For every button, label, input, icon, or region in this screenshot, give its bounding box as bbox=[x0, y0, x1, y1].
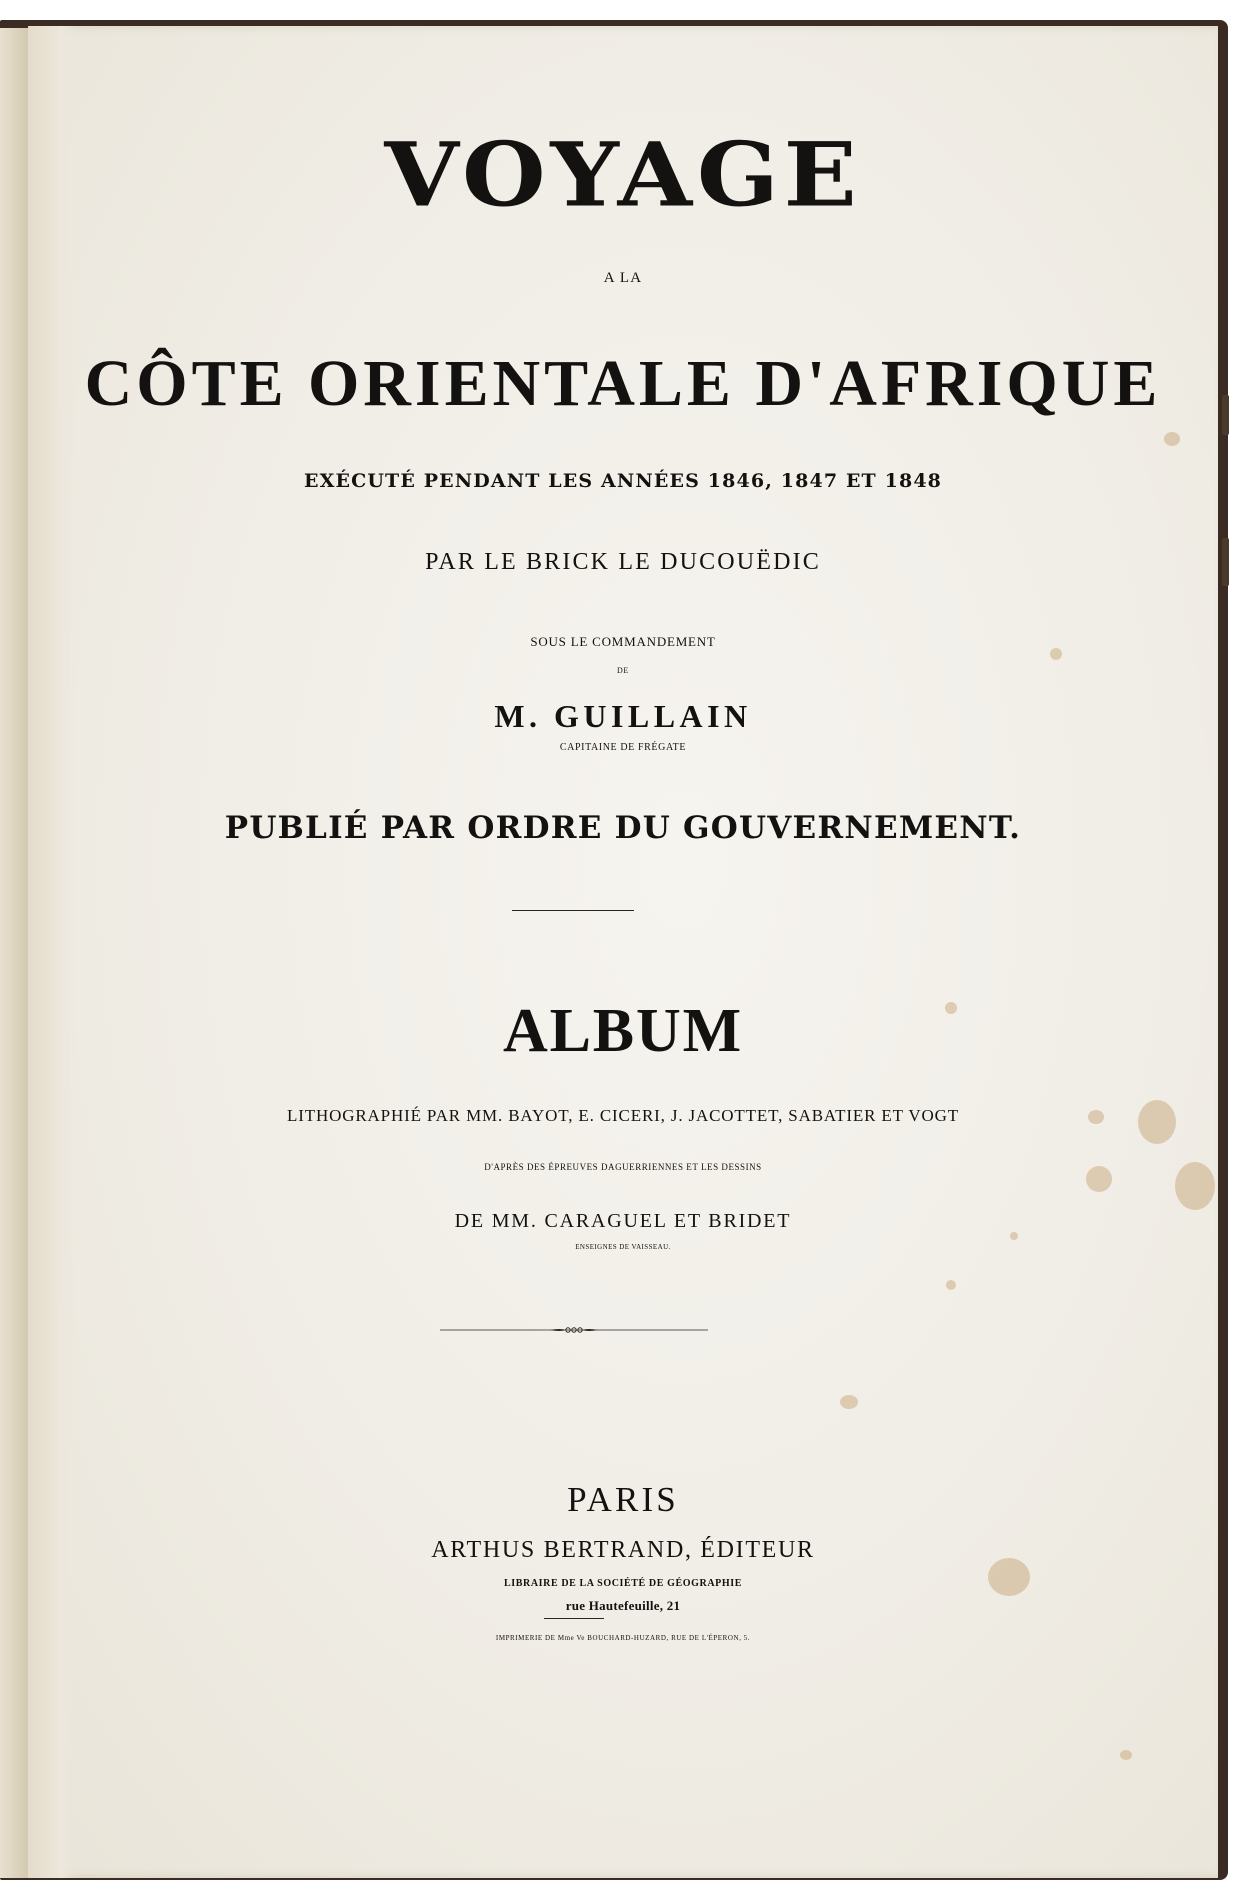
ornamental-rule bbox=[440, 1325, 708, 1335]
imprint-city: PARIS bbox=[567, 1480, 679, 1519]
source-line: D'APRÈS DES ÉPREUVES DAGUERRIENNES ET LES DESSINS bbox=[484, 1162, 762, 1172]
command-line: SOUS LE COMMANDEMENT bbox=[530, 634, 716, 649]
imprint-publisher: ARTHUS BERTRAND, ÉDITEUR bbox=[431, 1537, 815, 1563]
artists-rank: ENSEIGNES DE VAISSEAU. bbox=[575, 1243, 671, 1251]
artists-line: DE MM. CARAGUEL ET BRIDET bbox=[454, 1210, 792, 1232]
binding-clasp-bottom bbox=[1222, 538, 1229, 586]
binding-clasp-top bbox=[1222, 395, 1229, 435]
printer-line: IMPRIMERIE DE Mme Ve BOUCHARD-HUZARD, RUE DE L'ÉPERON, 5. bbox=[495, 1634, 751, 1642]
imprint-rule bbox=[544, 1618, 604, 1619]
foxing-spot bbox=[1164, 432, 1180, 446]
foxing-spot bbox=[840, 1395, 858, 1409]
album-heading: ALBUM bbox=[502, 997, 744, 1065]
divider-rule bbox=[512, 910, 634, 911]
dates-line: EXÉCUTÉ PENDANT LES ANNÉES 1846, 1847 ET 1848 bbox=[303, 470, 943, 492]
imprint-address: rue Hautefeuille, 21 bbox=[565, 1598, 681, 1613]
commander-name: M. GUILLAIN bbox=[494, 698, 752, 734]
command-de: DE bbox=[617, 666, 629, 675]
imprint-publisher-role: LIBRAIRE DE LA SOCIÉTÉ DE GÉOGRAPHIE bbox=[503, 1578, 743, 1589]
lithographers-line: LITHOGRAPHIÉ PAR MM. BAYOT, E. CICERI, J. JACOTTET, SABATIER ET VOGT bbox=[286, 1106, 960, 1125]
foxing-spot bbox=[946, 1280, 956, 1290]
ship-line: PAR LE BRICK LE DUCOUËDIC bbox=[425, 549, 821, 575]
foxing-spot bbox=[1010, 1232, 1018, 1240]
title-connector: A LA bbox=[603, 270, 643, 286]
published-line: PUBLIÉ PAR ORDRE DU GOUVERNEMENT. bbox=[224, 810, 1022, 846]
foxing-spot bbox=[1120, 1750, 1132, 1760]
title-voyage: VOYAGE bbox=[384, 122, 862, 227]
commander-rank: CAPITAINE DE FRÉGATE bbox=[559, 742, 687, 753]
title-subtitle: CÔTE ORIENTALE D'AFRIQUE bbox=[84, 347, 1162, 420]
